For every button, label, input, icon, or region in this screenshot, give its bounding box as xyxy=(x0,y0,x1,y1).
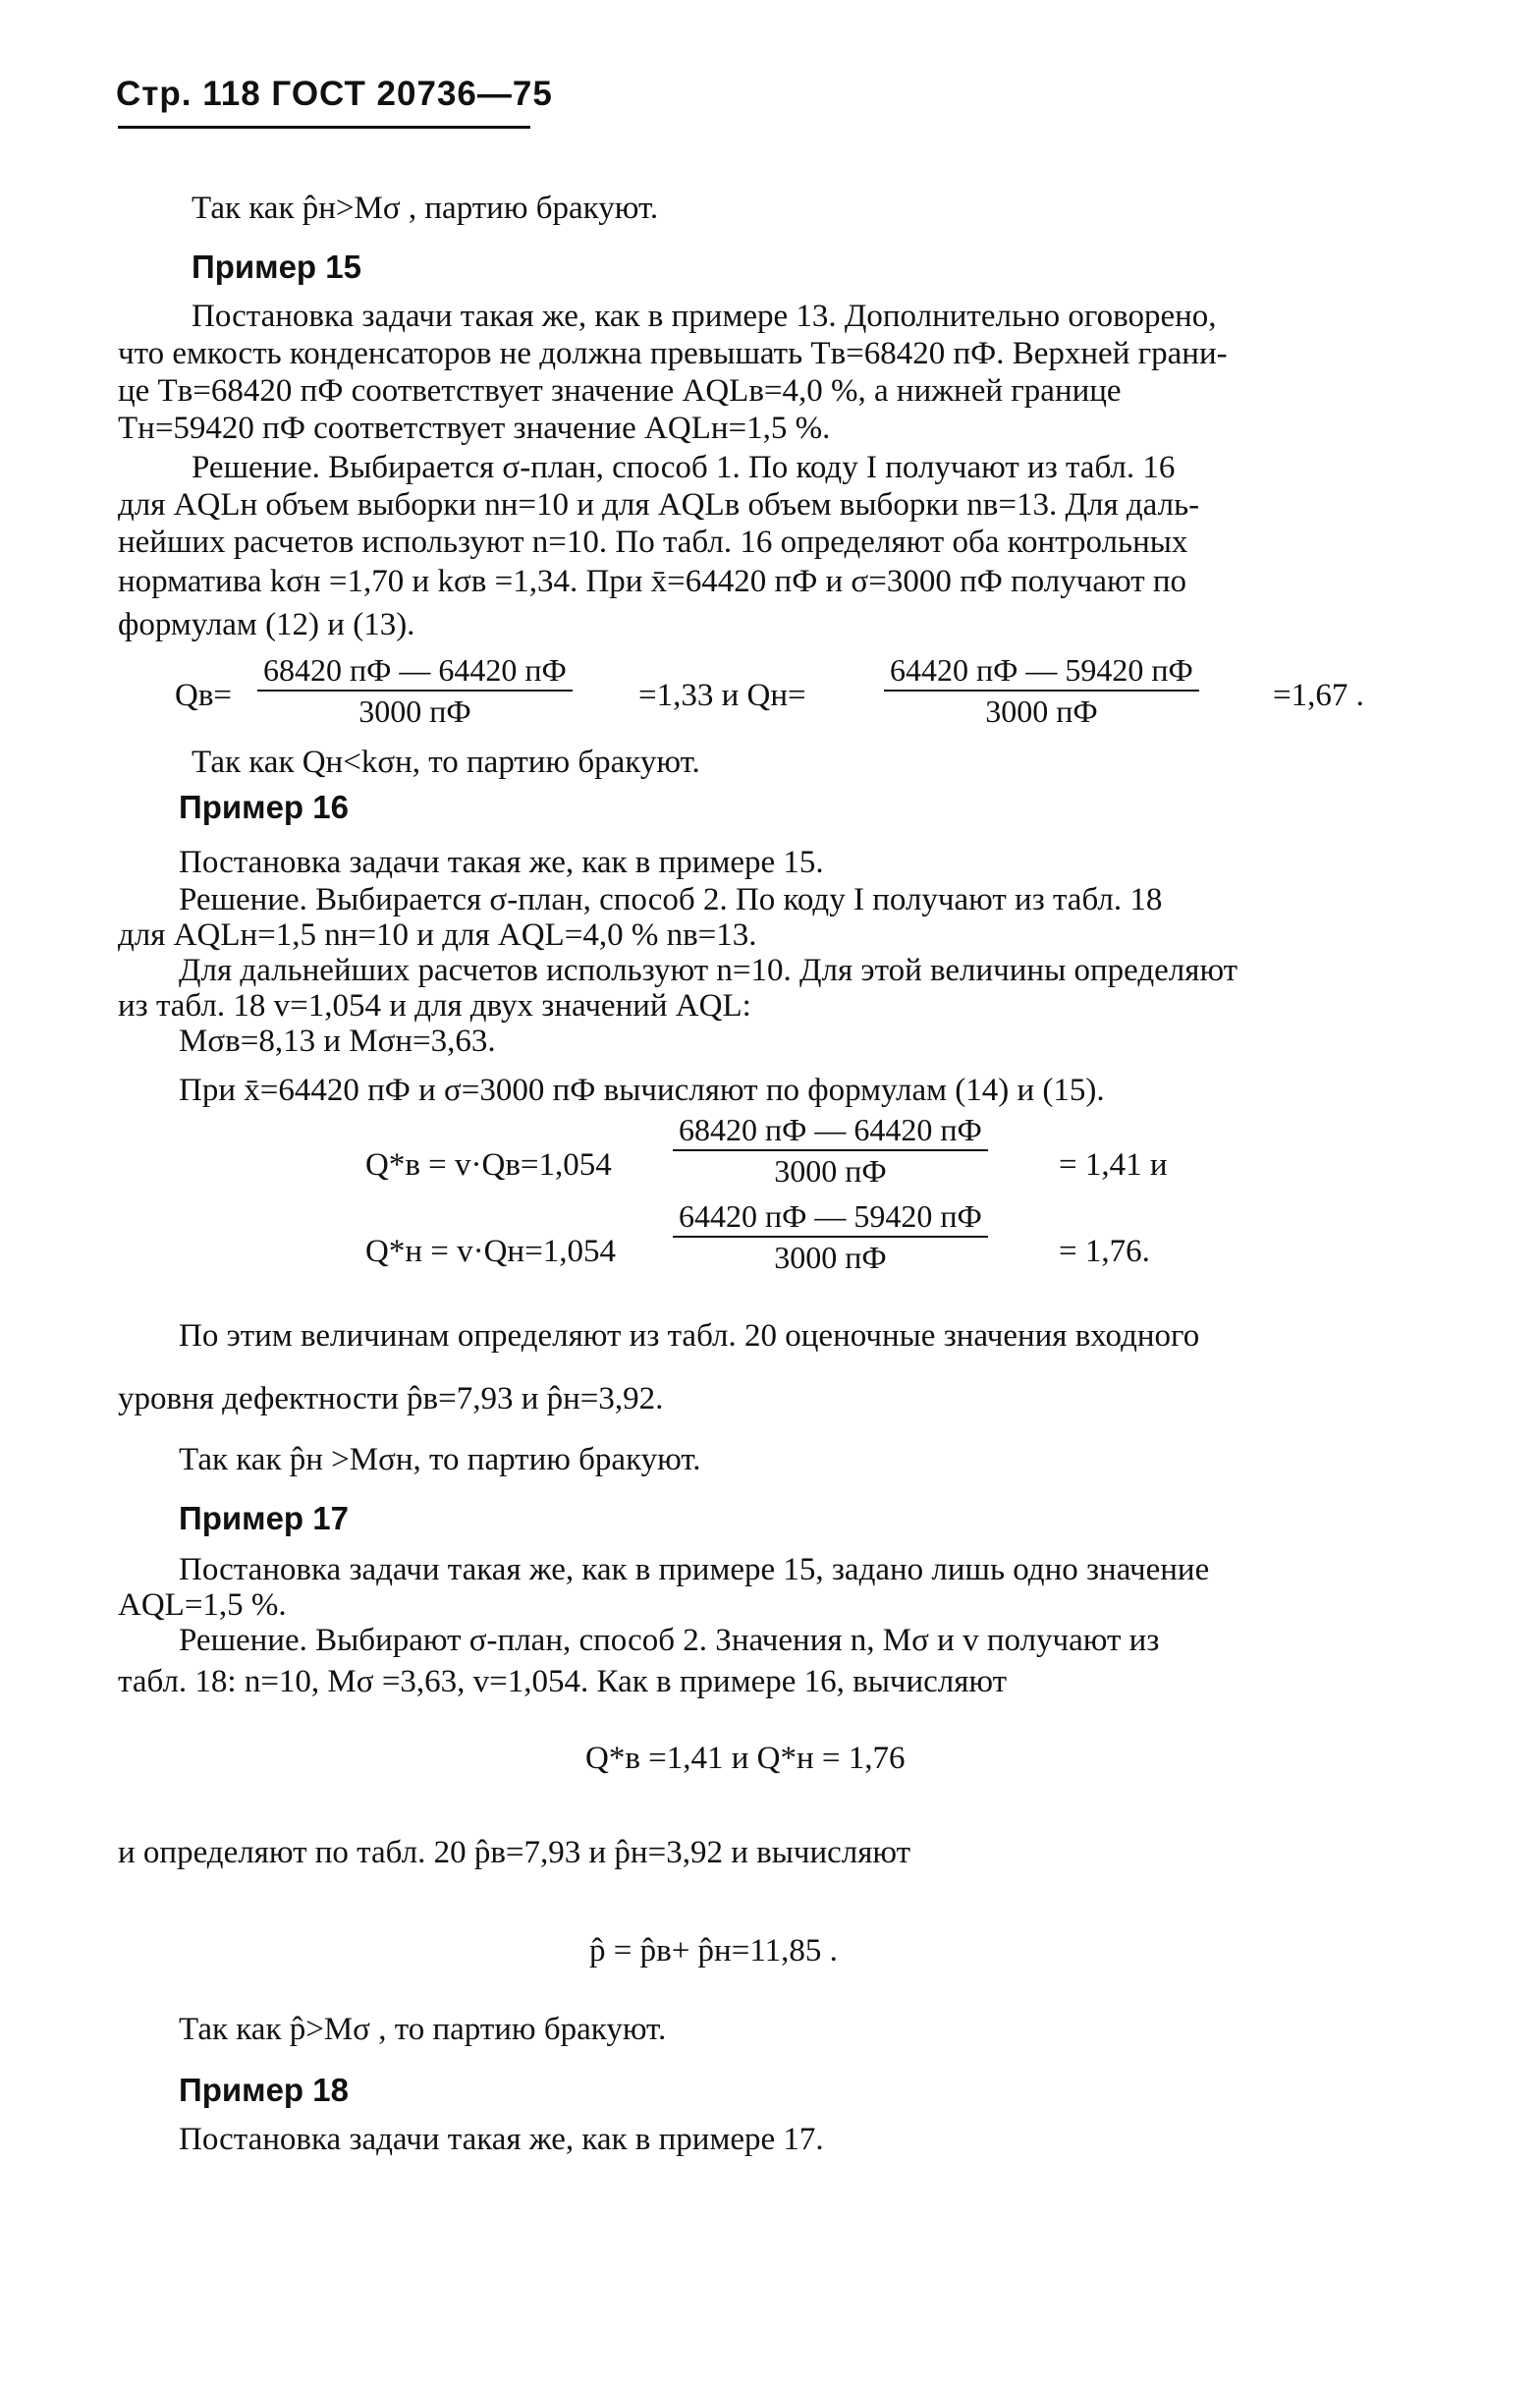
text-line: Решение. Выбирают σ-план, способ 2. Значения n, Mσ и v получают из xyxy=(179,1623,1160,1658)
text-line: Так как p̂н >Mσн, то партию бракуют. xyxy=(179,1442,701,1477)
section-heading: Пример 16 xyxy=(179,789,349,825)
formula-qv-fraction xyxy=(257,652,573,729)
formula-q17: Q*в =1,41 и Q*н = 1,76 xyxy=(585,1741,906,1776)
text-line: Так как p̂>Mσ , то партию бракуют. xyxy=(179,2012,667,2047)
formula-qsn-denominator: 3000 пФ xyxy=(774,1240,887,1275)
text-line: Решение. Выбирается σ-план, способ 2. По коду I получают из табл. 18 xyxy=(179,882,1163,917)
text-line: Так как Qн<kσн, то партию бракуют. xyxy=(192,745,700,780)
text-line: уровня дефектности p̂в=7,93 и p̂н=3,92. xyxy=(118,1381,664,1416)
formula-qn-denominator: 3000 пФ xyxy=(985,693,1098,729)
formula-qv-denominator: 3000 пФ xyxy=(358,693,471,729)
text-line: Постановка задачи такая же, как в примере 15, задано лишь одно значение xyxy=(179,1552,1210,1587)
formula-qsn-result: = 1,76. xyxy=(1059,1234,1150,1269)
text-line: Mσв=8,13 и Mσн=3,63. xyxy=(179,1024,496,1059)
text-line: По этим величинам определяют из табл. 20 оценочные значения входного xyxy=(179,1318,1200,1354)
formula-qsv-denominator: 3000 пФ xyxy=(774,1153,887,1189)
formula-qn-numerator: 64420 пФ — 59420 пФ xyxy=(890,652,1193,688)
formula-p17: p̂ = p̂в+ p̂н=11,85 . xyxy=(589,1933,838,1969)
text-line: AQL=1,5 %. xyxy=(118,1587,287,1623)
text-line: Так как p̂н>Mσ , партию бракуют. xyxy=(192,191,659,226)
text-line: Решение. Выбирается σ-план, способ 1. По коду I получают из табл. 16 xyxy=(192,450,1176,485)
formula-qsv-result: = 1,41 и xyxy=(1059,1147,1168,1183)
text-line: Tн=59420 пФ соответствует значение AQLн=1,5 %. xyxy=(118,411,831,446)
formula-qn-fraction xyxy=(884,652,1199,729)
section-heading: Пример 18 xyxy=(179,2072,349,2108)
text-line: це Tв=68420 пФ соответствует значение AQLв=4,0 %, а нижней границе xyxy=(118,373,1122,409)
page-header: Стр. 118 ГОСТ 20736—75 xyxy=(116,75,553,113)
formula-qsv-numerator: 68420 пФ — 64420 пФ xyxy=(679,1112,982,1147)
formula-qv-middle: =1,33 и Qн= xyxy=(638,678,806,713)
text-line: Для дальнейших расчетов используют n=10. Для этой величины определяют xyxy=(179,953,1238,988)
formula-qsn-fraction xyxy=(673,1198,988,1275)
text-line: Постановка задачи такая же, как в примере 17. xyxy=(179,2122,824,2157)
text-line: для AQLн=1,5 nн=10 и для AQL=4,0 % nв=13. xyxy=(118,917,757,953)
text-line: и определяют по табл. 20 p̂в=7,93 и p̂н=3,92 и вычисляют xyxy=(118,1835,911,1870)
text-line: При x̄=64420 пФ и σ=3000 пФ вычисляют по формулам (14) и (15). xyxy=(179,1073,1105,1108)
text-line: норматива kσн =1,70 и kσв =1,34. При x̄=64420 пФ и σ=3000 пФ получают по xyxy=(118,564,1187,599)
formula-qv-numerator: 68420 пФ — 64420 пФ xyxy=(263,652,567,688)
formula-qsv-fraction xyxy=(673,1112,988,1189)
header-rule xyxy=(118,126,530,129)
formula-qsn-numerator: 64420 пФ — 59420 пФ xyxy=(679,1198,982,1234)
formula-qn-result: =1,67 . xyxy=(1273,678,1364,713)
text-line: формулам (12) и (13). xyxy=(118,607,415,642)
formula-qv-lhs: Qв= xyxy=(175,678,233,713)
section-heading: Пример 17 xyxy=(179,1500,349,1536)
formula-qsv-lhs: Q*в = v·Qв=1,054 xyxy=(365,1147,612,1183)
formula-qsn-lhs: Q*н = v·Qн=1,054 xyxy=(365,1234,616,1269)
text-line: Постановка задачи такая же, как в примере 15. xyxy=(179,845,824,880)
section-heading: Пример 15 xyxy=(192,249,361,285)
text-line: табл. 18: n=10, Mσ =3,63, v=1,054. Как в примере 16, вычисляют xyxy=(118,1664,1008,1699)
text-line: для AQLн объем выборки nн=10 и для AQLв объем выборки nв=13. Для даль- xyxy=(118,487,1200,523)
text-line: из табл. 18 v=1,054 и для двух значений AQL: xyxy=(118,988,751,1024)
text-line: что емкость конденсаторов не должна превышать Tв=68420 пФ. Верхней грани- xyxy=(118,336,1228,371)
text-line: Постановка задачи такая же, как в примере 13. Дополнительно оговорено, xyxy=(192,299,1217,334)
text-line: нейших расчетов используют n=10. По табл. 16 определяют оба контрольных xyxy=(118,525,1188,560)
